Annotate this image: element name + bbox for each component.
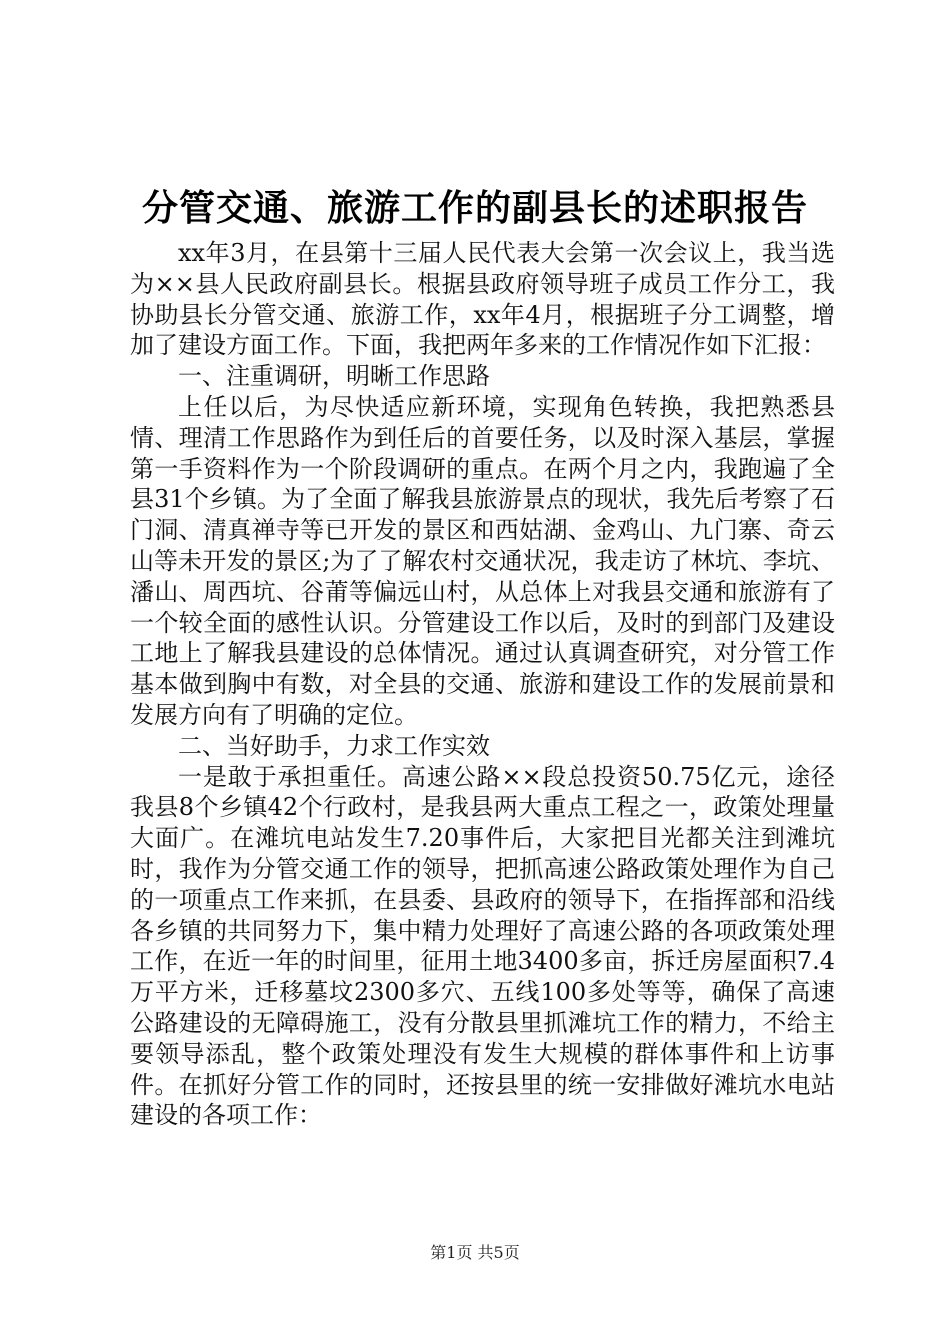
page-title: 分管交通、旅游工作的副县长的述职报告	[141, 187, 808, 229]
body-text	[130, 238, 835, 1131]
section-2-paragraph: 一是敢于承担重任。高速公路××段总投资50.75亿元，途径我县8个乡镇42个行政村，是我县两大重点工程之一，政策处理量大面广。在滩坑电站发生7.20事件后，大家把目光都关注到滩坑时，我作为分管交通工作的领导，把抓高速公路政策处理作为自己的一项重点工作来抓，在县委、县政府的领导下，在指挥部和沿线各乡镇的共同努力下，集中精力处理好了高速公路的各项政策处理工作，在近一年的时间里，征用土地3400多亩，拆迁房屋面积7.4万平方米，迁移墓坟2300多穴、五线100多处等等，确保了高速公路建设的无障碍施工，没有分散县里抓滩坑工作的精力，不给主要领导添乱，整个政策处理没有发生大规模的群体事件和上访事件。在抓好分管工作的同时，还按县里的统一安排做好滩坑水电站建设的各项工作：	[130, 762, 835, 1130]
intro-paragraph: xx年3月，在县第十三届人民代表大会第一次会议上，我当选为××县人民政府副县长。根据县政府领导班子成员工作分工，我协助县长分管交通、旅游工作，xx年4月，根据班子分工调整，增加了建设方面工作。下面，我把两年多来的工作情况作如下汇报：	[130, 239, 835, 360]
page-footer: 第1页 共5页	[430, 1243, 520, 1262]
section-heading-2: 二、当好助手，力求工作实效	[178, 731, 490, 760]
section-1-paragraph: 上任以后，为尽快适应新环境，实现角色转换，我把熟悉县情、理清工作思路作为到任后的首要任务，以及时深入基层，掌握第一手资料作为一个阶段调研的重点。在两个月之内，我跑遍了全县31个乡镇。为了全面了解我县旅游景点的现状，我先后考察了石门洞、清真禅寺等已开发的景区和西姑湖、金鸡山、九门寨、奇云山等未开发的景区;为了了解农村交通状况，我走访了林坑、李坑、潘山、周西坑、谷莆等偏远山村，从总体上对我县交通和旅游有了一个较全面的感性认识。分管建设工作以后，及时的到部门及建设工地上了解我县建设的总体情况。通过认真调查研究，对分管工作基本做到胸中有数，对全县的交通、旅游和建设工作的发展前景和发展方向有了明确的定位。	[130, 392, 835, 729]
section-heading-1: 一、注重调研，明晰工作思路	[178, 362, 490, 391]
